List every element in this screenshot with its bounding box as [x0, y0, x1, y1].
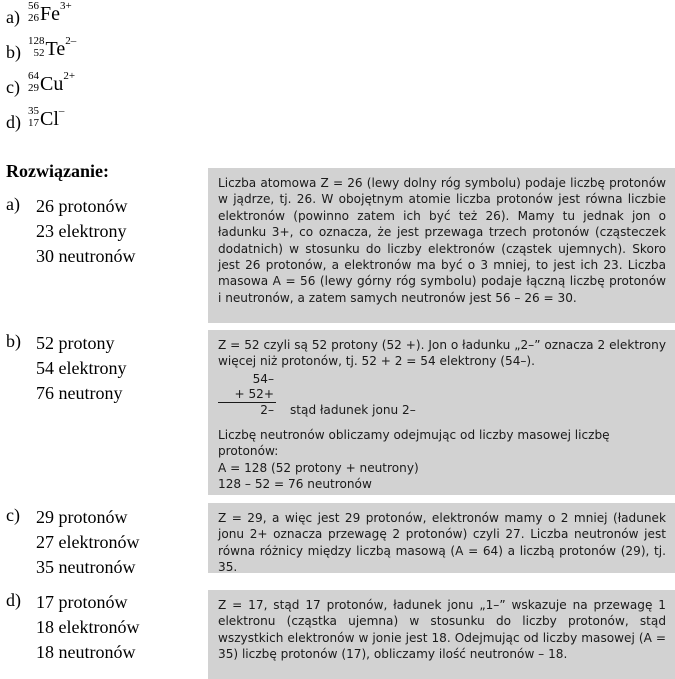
atomic-number: 26 [28, 11, 39, 24]
explanation-text: Liczba atomowa Z = 26 (lewy dolny róg symbolu) podaje liczbę protonów w jądrze, tj. 26. W obojętnym atomie liczba protonów jest równa liczbie elektronów (powinno zatem ich być też 26). Mamy tu jednak jon o ładunku 3+, co oznacza, że jest przewaga trzech protonów (cząsteczek dodatnich) w stosunku do liczby elektronów (cząstek ujemnych). Skoro jest 26 protonów, a elektronów ma być o 3 mniej, to jest ich 23. Liczba masowa A = 56 (lewy górny róg symbolu) podaje łączną liczbę protonów i neutronów, a zatem samych neutronów jest 56 – 26 = 30. [218, 176, 666, 305]
explanation-text: Z = 29, a więc jest 29 protonów, elektronów mamy o 2 mniej (ładunek jonu 2+ oznacza przewagę 2 protonów) czyli 27. Liczba neutronów jest równa różnicy między liczbą masową (A = 64) a liczbą protonów (29), tj. 35. [218, 511, 666, 575]
answer-lines [36, 505, 208, 580]
answer-label: b) [6, 331, 21, 351]
answer-label: a) [6, 194, 20, 214]
atomic-number: 17 [28, 116, 39, 129]
mass-number: 128 [28, 35, 45, 47]
question-item [0, 105, 208, 140]
answer-label: d) [6, 590, 21, 610]
solution-heading: Rozwiązanie: [6, 161, 109, 181]
explanation-box-a [208, 168, 675, 323]
answer-line: 54 elektrony [36, 358, 127, 378]
answer-lines [36, 590, 208, 665]
answer-lines [36, 194, 208, 269]
answer-label: c) [6, 505, 20, 525]
nuclide-notation [28, 37, 76, 60]
question-item [0, 35, 208, 70]
question-item [0, 0, 208, 35]
answer-line: 76 neutrony [36, 383, 123, 403]
answer-line: 26 protonów [36, 196, 128, 216]
explanation-box-d [208, 590, 675, 679]
explanation-mass-number: A = 128 (52 protony + neutrony) [218, 460, 419, 475]
answer-line: 17 protonów [36, 592, 128, 612]
answer-line: 23 elektrony [36, 221, 127, 241]
addend-protons: + 52+ [218, 387, 276, 403]
atomic-number: 29 [28, 81, 39, 94]
question-label: c) [6, 77, 20, 97]
answer-line: 52 protony [36, 333, 115, 353]
answer-line: 27 elektronów [36, 532, 140, 552]
atomic-number: 52 [33, 46, 45, 59]
addition-row-protons [218, 387, 666, 403]
question-label: b) [6, 42, 21, 62]
mass-number: 56 [28, 0, 39, 12]
charge-addition-block [218, 372, 666, 418]
mass-atomic-numbers [28, 71, 39, 94]
question-label: d) [6, 112, 21, 132]
ion-charge: 2– [65, 35, 77, 48]
explanation-neutron-rule: Liczbę neutronów obliczamy odejmując od liczby masowej liczbę protonów: [218, 427, 610, 459]
element-symbol: Te [45, 37, 66, 60]
explanation-text: Z = 17, stąd 17 protonów, ładunek jonu „1–” wskazuje na przewagę 1 elektronu (cząstka ujemna) w stosunku do liczby protonów, stąd wszystkich elektronów w jonie jest 18. Odejmując od liczby masowej (A = 35) liczbę protonów (17), obliczamy ilość neutronów – 18. [218, 598, 666, 662]
nuclide-notation [28, 72, 75, 95]
addition-row-result [218, 403, 666, 418]
answer-group-c [0, 505, 208, 580]
question-list [0, 0, 208, 140]
explanation-box-c [208, 503, 675, 573]
answer-group-d [0, 590, 208, 665]
question-item [0, 70, 208, 105]
answer-group-a [0, 194, 208, 269]
element-symbol: Cl [40, 107, 59, 130]
answer-line: 35 neutronów [36, 557, 136, 577]
element-symbol: Fe [40, 2, 60, 25]
mass-atomic-numbers [28, 106, 39, 129]
answer-line: 30 neutronów [36, 246, 136, 266]
mass-atomic-numbers [28, 36, 45, 59]
mass-number: 35 [28, 105, 39, 117]
mass-atomic-numbers [28, 1, 39, 24]
question-label: a) [6, 7, 20, 27]
addition-row-electrons [218, 372, 666, 387]
answer-group-b [0, 331, 208, 406]
ion-charge: 2+ [63, 70, 76, 83]
answer-line: 18 neutronów [36, 642, 136, 662]
ion-charge: 3+ [60, 0, 72, 13]
nuclide-notation [28, 107, 64, 130]
addition-note: stąd ładunek jonu 2– [290, 402, 416, 417]
nuclide-notation [28, 2, 72, 25]
answer-lines [36, 331, 208, 406]
explanation-box-b [208, 330, 675, 495]
element-symbol: Cu [40, 72, 64, 95]
answer-line: 18 elektronów [36, 617, 140, 637]
explanation-intro-text: Z = 52 czyli są 52 protony (52 +). Jon o ładunku „2–” oznacza 2 elektrony więcej niż protonów, tj. 52 + 2 = 54 elektrony (54–). [218, 338, 666, 369]
spacer [218, 418, 666, 427]
addend-electrons: 54– [252, 371, 274, 386]
addition-result: 2– [260, 402, 274, 417]
answer-line: 29 protonów [36, 507, 128, 527]
mass-number: 64 [28, 70, 39, 82]
explanation-neutron-count: 128 – 52 = 76 neutronów [218, 477, 372, 492]
ion-charge: – [58, 105, 65, 118]
